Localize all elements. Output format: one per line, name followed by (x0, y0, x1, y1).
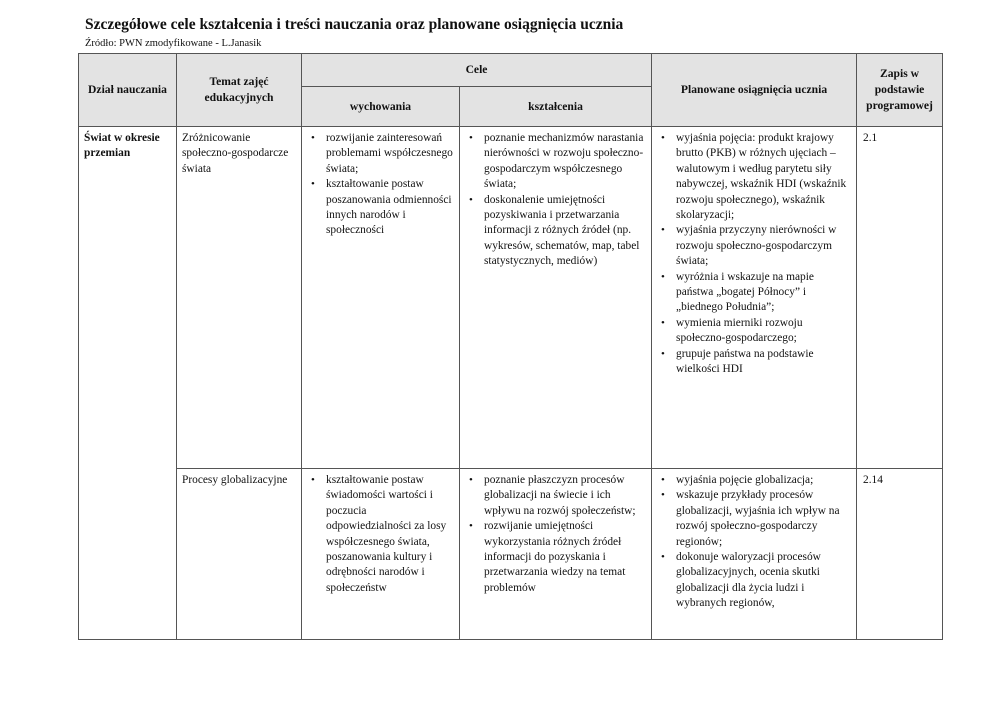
source-note: Źródło: PWN zmodyfikowane - L.Janasik (85, 38, 262, 49)
bullet-icon: • (469, 520, 473, 533)
list-item: • grupuje państwa na podstawie wielkości HDI (661, 347, 814, 376)
bullet-icon: • (661, 489, 665, 502)
list-item: • wyjaśnia przyczyny nierówności w rozwoju społeczno-gospodarczym świata; (661, 224, 837, 268)
header-temat: Temat zajęć edukacyjnych (177, 54, 302, 127)
list-item: • kształtowanie postaw świadomości wartości i poczucia odpowiedzialności za losy współczesnego świata, poszanowania kultury i odrębności narodów i społeczeństw (311, 474, 447, 594)
code-cell: 2.14 (857, 469, 943, 640)
list-item: • kształtowanie postaw poszanowania odmienności innych narodów i społeczności (311, 178, 452, 237)
ksztalcenia-cell (460, 127, 652, 469)
chapter-cell: Świat w okresie przemian (79, 127, 177, 640)
list-item: • poznanie mechanizmów narastania nierówności w rozwoju społeczno-gospodarczym współczesnego świata; (469, 132, 644, 191)
bullet-icon: • (311, 178, 315, 191)
list-item: • wyróżnia i wskazuje na mapie państwa „bogatej Północy” i „biednego Południa”; (661, 270, 814, 314)
bullet-icon: • (311, 474, 315, 486)
bullet-icon: • (469, 132, 473, 144)
bullet-icon: • (469, 474, 473, 486)
header-cele: Cele (302, 54, 652, 87)
wychowania-cell (302, 469, 460, 640)
list-item: • dokonuje waloryzacji procesów globalizacyjnych, ocenia skutki globalizacji dla życia ludzi i wybranych regionów, (661, 551, 821, 610)
bullet-icon: • (469, 193, 473, 206)
header-ksztalcenia: kształcenia (460, 87, 652, 127)
document-title: Szczegółowe cele kształcenia i treści nauczania oraz planowane osiągnięcia ucznia (85, 16, 624, 33)
list-item: • wskazuje przykłady procesów globalizacji, wyjaśnia ich wpływ na rozwój społeczno-gospodarczy regionów; (661, 489, 840, 548)
curriculum-table (78, 53, 943, 640)
bullet-icon: • (661, 270, 665, 283)
osiagniecia-cell (652, 469, 857, 640)
bullet-icon: • (661, 224, 665, 237)
list-item: • doskonalenie umiejętności pozyskiwania i przetwarzania informacji z różnych źródeł (np. wykresów, schematów, map, tabel statystycznych, mediów) (469, 193, 640, 268)
bullet-icon: • (661, 551, 665, 564)
code-cell: 2.1 (857, 127, 943, 469)
bullet-icon: • (661, 132, 665, 144)
list-item: • wyjaśnia pojęcia: produkt krajowy brutto (PKB) w różnych ujęciach – walutowym i według parytetu siły nabywczej, wskaźnik HDI (wskaźnik rozwoju społecznego), wskaźnik skolaryzacji; (661, 132, 847, 222)
header-wychowania: wychowania (302, 87, 460, 127)
bullet-icon: • (311, 132, 315, 144)
osiagniecia-cell (652, 127, 857, 469)
topic-cell: Zróżnicowanie społeczno-gospodarcze świata (177, 127, 302, 469)
bullet-icon: • (661, 474, 665, 486)
header-dzial: Dział nauczania (79, 54, 177, 127)
header-zapis: Zapis w podstawie programowej (857, 54, 943, 127)
list-item: • wymienia mierniki rozwoju społeczno-gospodarczego; (661, 316, 803, 345)
list-item: • wyjaśnia pojęcie globalizacja; (656, 473, 850, 488)
list-item: • rozwijanie umiejętności wykorzystania różnych źródeł informacji do pozyskania i przetwarzania wiedzy na temat problemów (469, 520, 626, 594)
table-row (79, 469, 943, 640)
list-item: • poznanie płaszczyzn procesów globalizacji na świecie i ich wpływu na rozwój społeczeństw; (469, 474, 636, 517)
topic-cell: Procesy globalizacyjne (177, 469, 302, 640)
list-item: • rozwijanie zainteresowań problemami współczesnego świata; (311, 132, 453, 175)
header-osiagniecia: Planowane osiągnięcia ucznia (652, 54, 857, 127)
bullet-icon: • (661, 347, 665, 360)
table-row (79, 127, 943, 469)
wychowania-cell (302, 127, 460, 469)
ksztalcenia-cell (460, 469, 652, 640)
bullet-icon: • (661, 316, 665, 329)
